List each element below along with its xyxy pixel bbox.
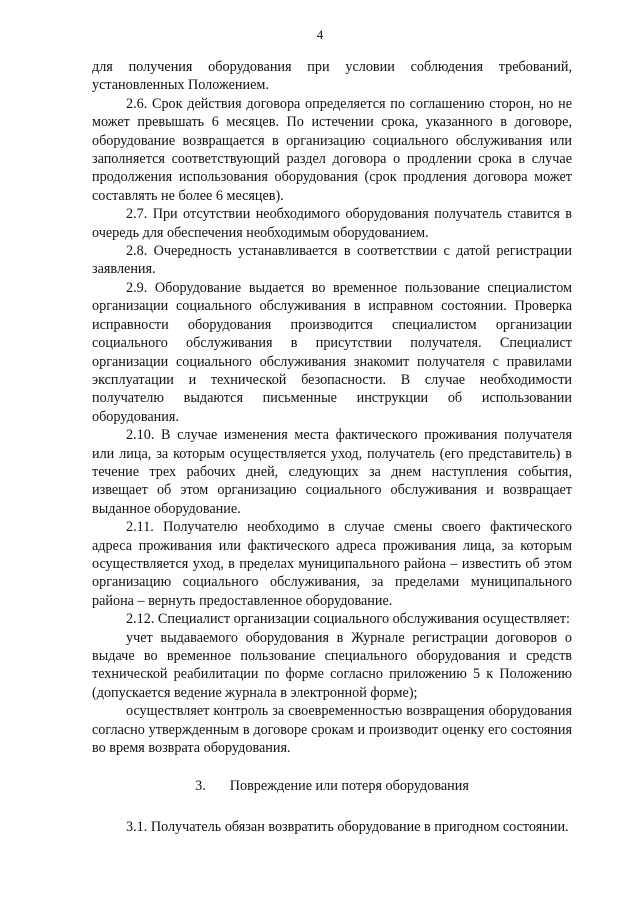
paragraph-2-10: 2.10. В случае изменения места фактического проживания получателя или лица, за которым осуществляется уход, получатель (его представитель) в течение трех рабочих дней, следующих за днем наступления события, извещает об этом организацию социального обслуживания и возвращает выданное оборудование. (92, 427, 572, 517)
paragraph-continuation: для получения оборудования при условии соблюдения требований, установленных Положением. (92, 59, 572, 94)
document-body (92, 58, 572, 836)
paragraph-2-6: 2.6. Срок действия договора определяется по соглашению сторон, но не может превышать 6 месяцев. По истечении срока, указанного в договоре, оборудование возвращается в организацию социального обслуживания или заполняется соответствующий раздел договора о продлении срока в случае продолжения использования оборудования (срок продления договора может составлять не более 6 месяцев). (92, 95, 572, 204)
paragraph-2-11: 2.11. Получателю необходимо в случае смены своего фактического адреса проживания или фактического адреса проживания лица, за которым осуществляется уход, в пределах муниципального района – известить об этом организацию социального обслуживания, за пределами муниципального района – вернуть предоставленное оборудование. (92, 519, 572, 609)
paragraph-2-12-control: осуществляет контроль за своевременностью возвращения оборудования согласно утвержденным в договоре срокам и производит оценку его состояния во время возврата оборудования. (92, 703, 572, 757)
paragraph-2-9: 2.9. Оборудование выдается во временное пользование специалистом организации социального обслуживания в исправном состоянии. Проверка исправности оборудования производится специалистом организации социального обслуживания в присутствии получателя. Специалист организации социального обслуживания знакомит получателя с правилами эксплуатации и технической безопасности. В случае необходимости получателю выдаются письменные инструкции об использовании оборудования. (92, 279, 572, 425)
paragraph-2-12: 2.12. Специалист организации социального обслуживания осуществляет: (126, 611, 570, 628)
paragraph-3-1: 3.1. Получатель обязан возвратить оборудование в пригодном состоянии. (126, 818, 569, 835)
section-heading (92, 777, 572, 795)
section-heading-number: 3. (195, 778, 206, 795)
paragraph-2-7: 2.7. При отсутствии необходимого оборудования получатель ставится в очередь для обеспечения необходимым оборудованием. (92, 206, 572, 241)
paragraph-2-12-journal: учет выдаваемого оборудования в Журнале регистрации договоров о выдаче во временное пользование специального оборудования и средств технической реабилитации по форме согласно приложению 5 к Положению (допускается ведение журнала в электронной форме); (92, 629, 572, 701)
paragraph-2-8: 2.8. Очередность устанавливается в соответствии с датой регистрации заявления. (92, 243, 572, 278)
section-heading-title: Повреждение или потеря оборудования (229, 778, 469, 795)
page-number: 4 (316, 27, 324, 42)
